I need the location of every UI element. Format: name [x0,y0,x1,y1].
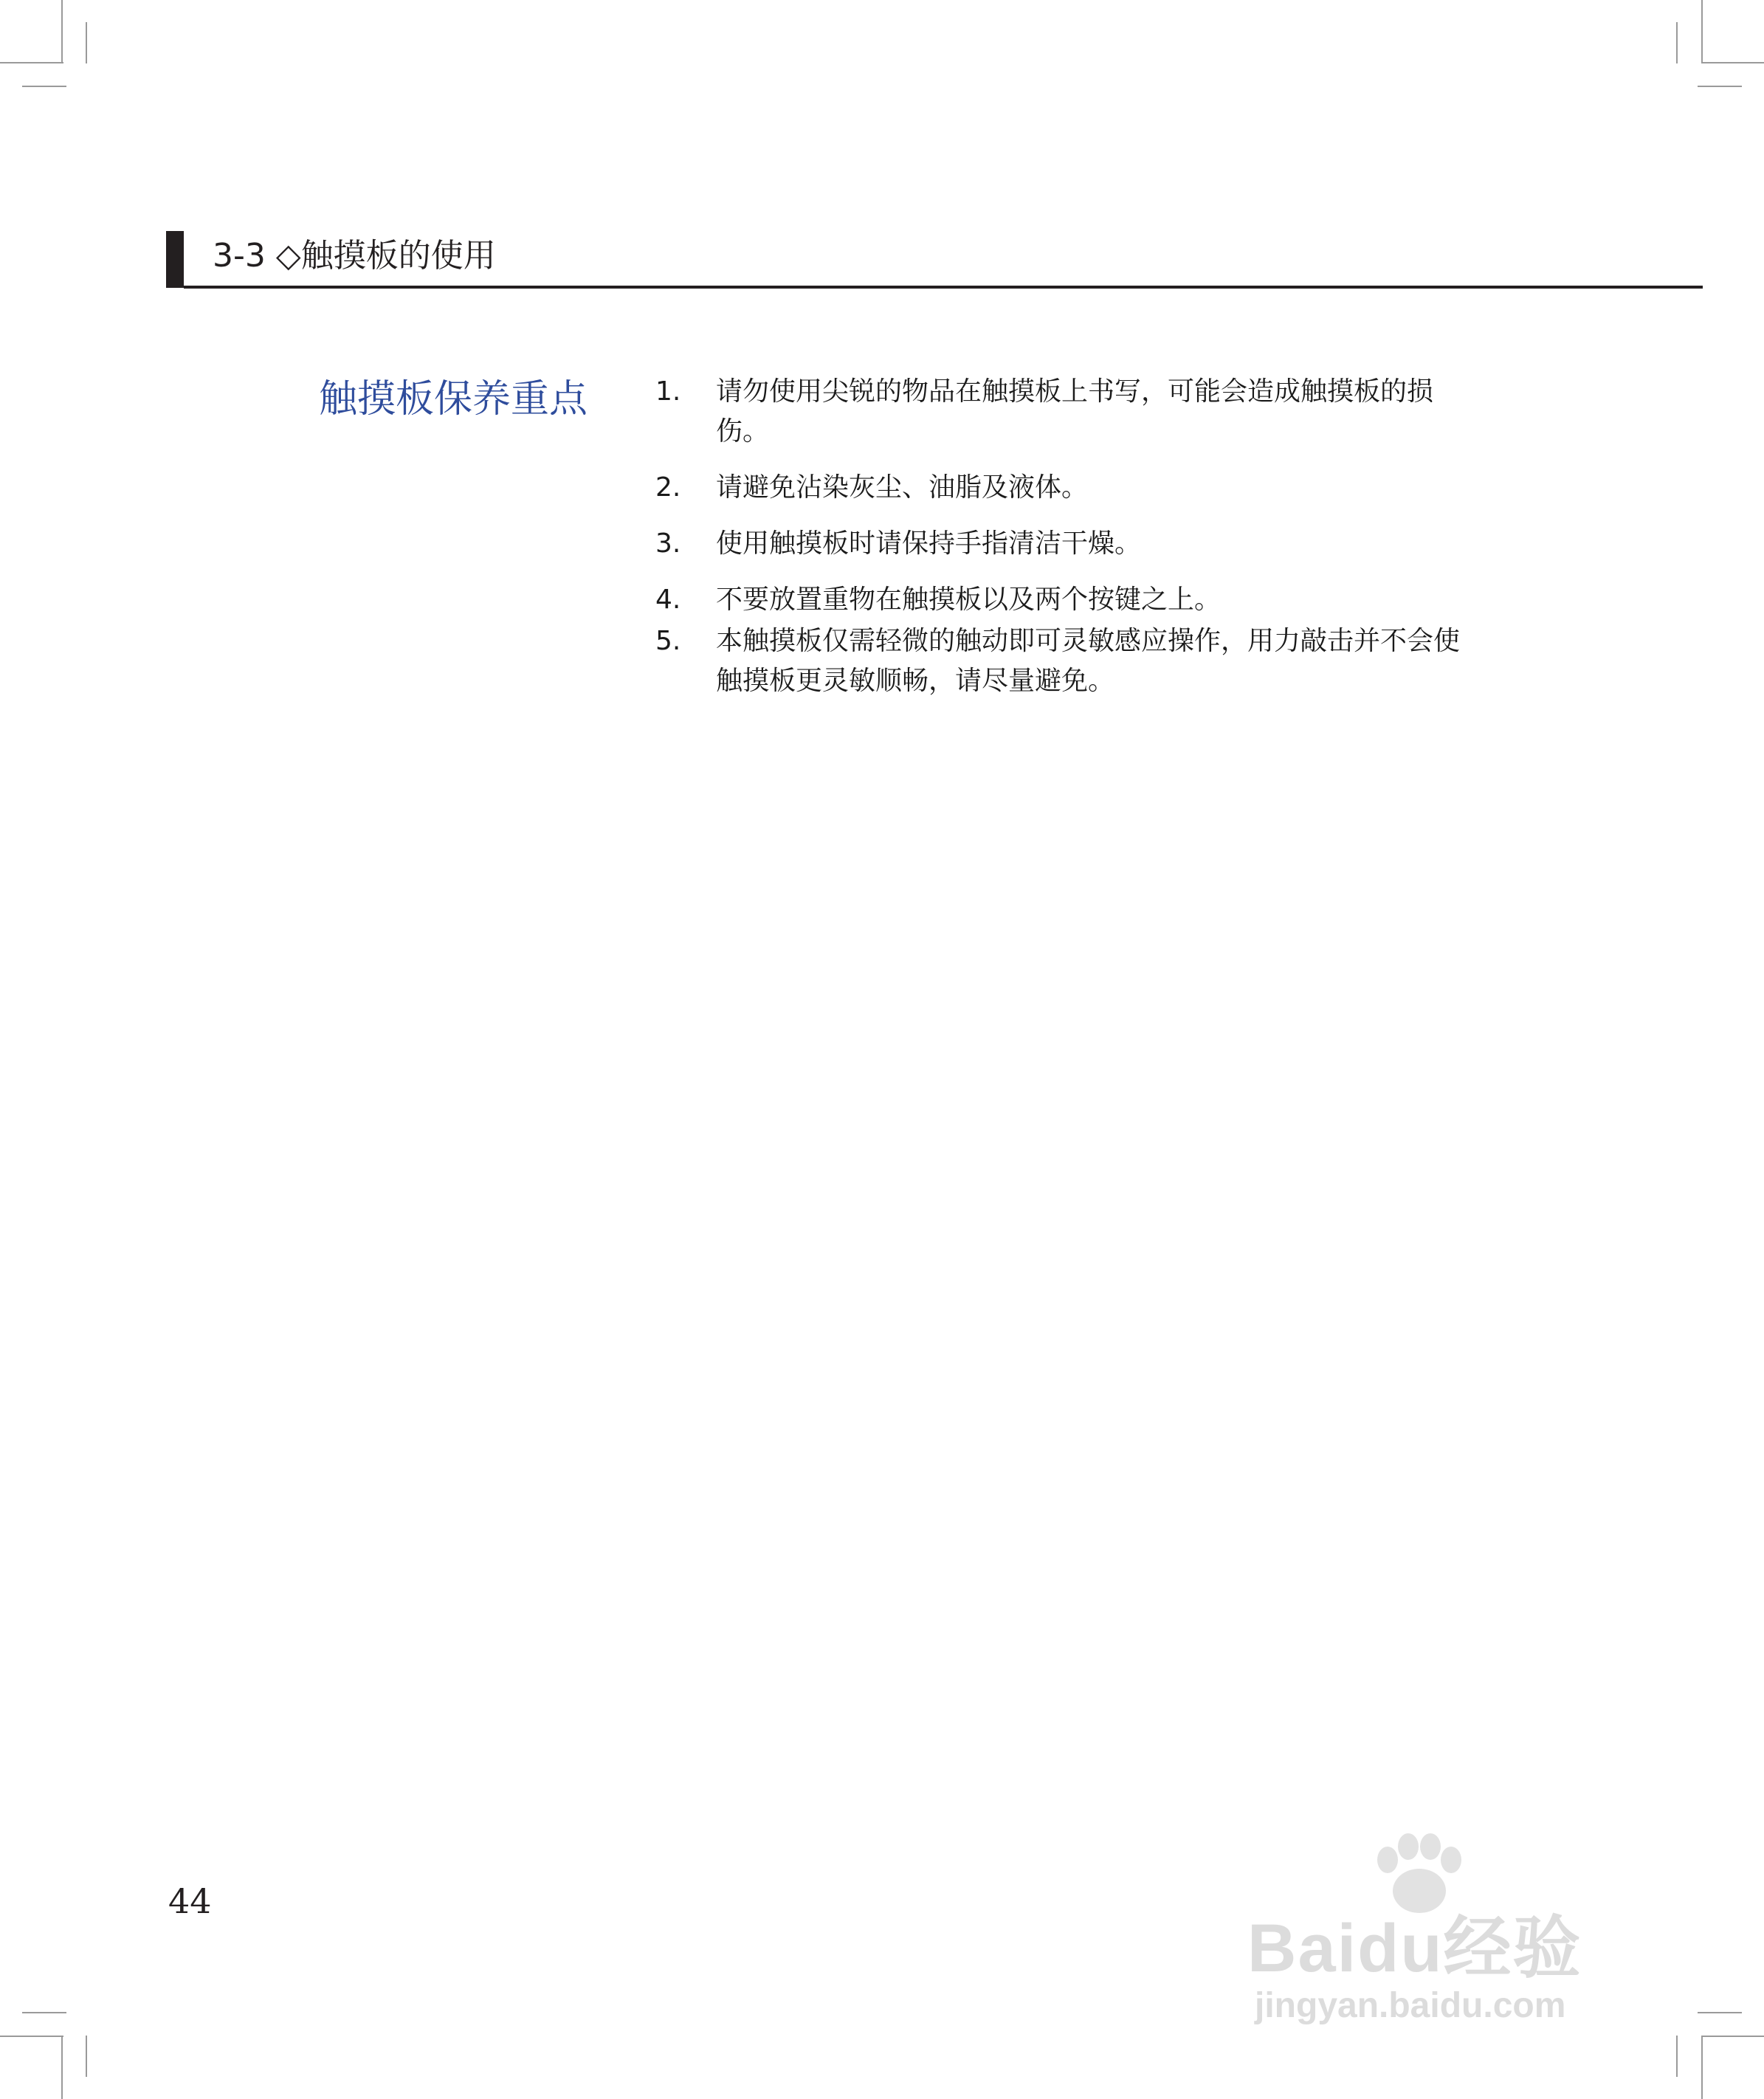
crop-mark [86,2036,87,2077]
list-item-text: 请勿使用尖锐的物品在触摸板上书写，可能会造成触摸板的损伤。 [716,376,1434,447]
list-item [655,524,1497,564]
list-item-number: 1. [655,376,681,407]
crop-mark [0,2036,63,2037]
baidu-watermark [1247,1830,1661,2025]
crop-mark [0,62,63,63]
crop-mark [1676,22,1678,63]
crop-mark [61,0,63,63]
list-item-number: 2. [655,472,681,503]
list-item-text: 使用触摸板时请保持手指清洁干燥。 [716,528,1142,559]
crop-mark [22,86,66,87]
side-heading: 触摸板保养重点 [319,377,588,421]
list-item [655,621,1497,701]
list-item [655,372,1497,452]
page-number: 44 [168,1881,212,1921]
section-rule [184,286,1703,289]
watermark-brand: Baidu经验 [1247,1911,1582,1986]
list-item-number: 4. [655,585,681,615]
crop-mark [1698,2012,1742,2013]
crop-mark [1676,2036,1678,2077]
care-tips-list [655,372,1497,701]
crop-mark [1701,2036,1703,2099]
list-item [655,468,1497,508]
list-item-number: 3. [655,528,681,559]
list-item-text: 不要放置重物在触摸板以及两个按键之上。 [716,585,1222,615]
list-item-number: 5. [655,626,681,656]
crop-mark [1701,0,1703,63]
crop-mark [1698,86,1742,87]
crop-mark [61,2036,63,2099]
list-item-text: 本触摸板仅需轻微的触动即可灵敏感应操作，用力敲击并不会使触摸板更灵敏顺畅，请尽量避免。 [716,626,1461,696]
section-title: 3-3 ◇触摸板的使用 [213,237,496,275]
watermark-url: jingyan.baidu.com [1255,1986,1566,2025]
crop-mark [1701,62,1764,63]
list-item [655,580,1497,620]
section-marker-bar [166,231,184,288]
crop-mark [86,22,87,63]
paw-icon [1358,1830,1476,1919]
crop-mark [22,2012,66,2013]
list-item-text: 请避免沾染灰尘、油脂及液体。 [716,472,1089,503]
crop-mark [1701,2036,1764,2037]
